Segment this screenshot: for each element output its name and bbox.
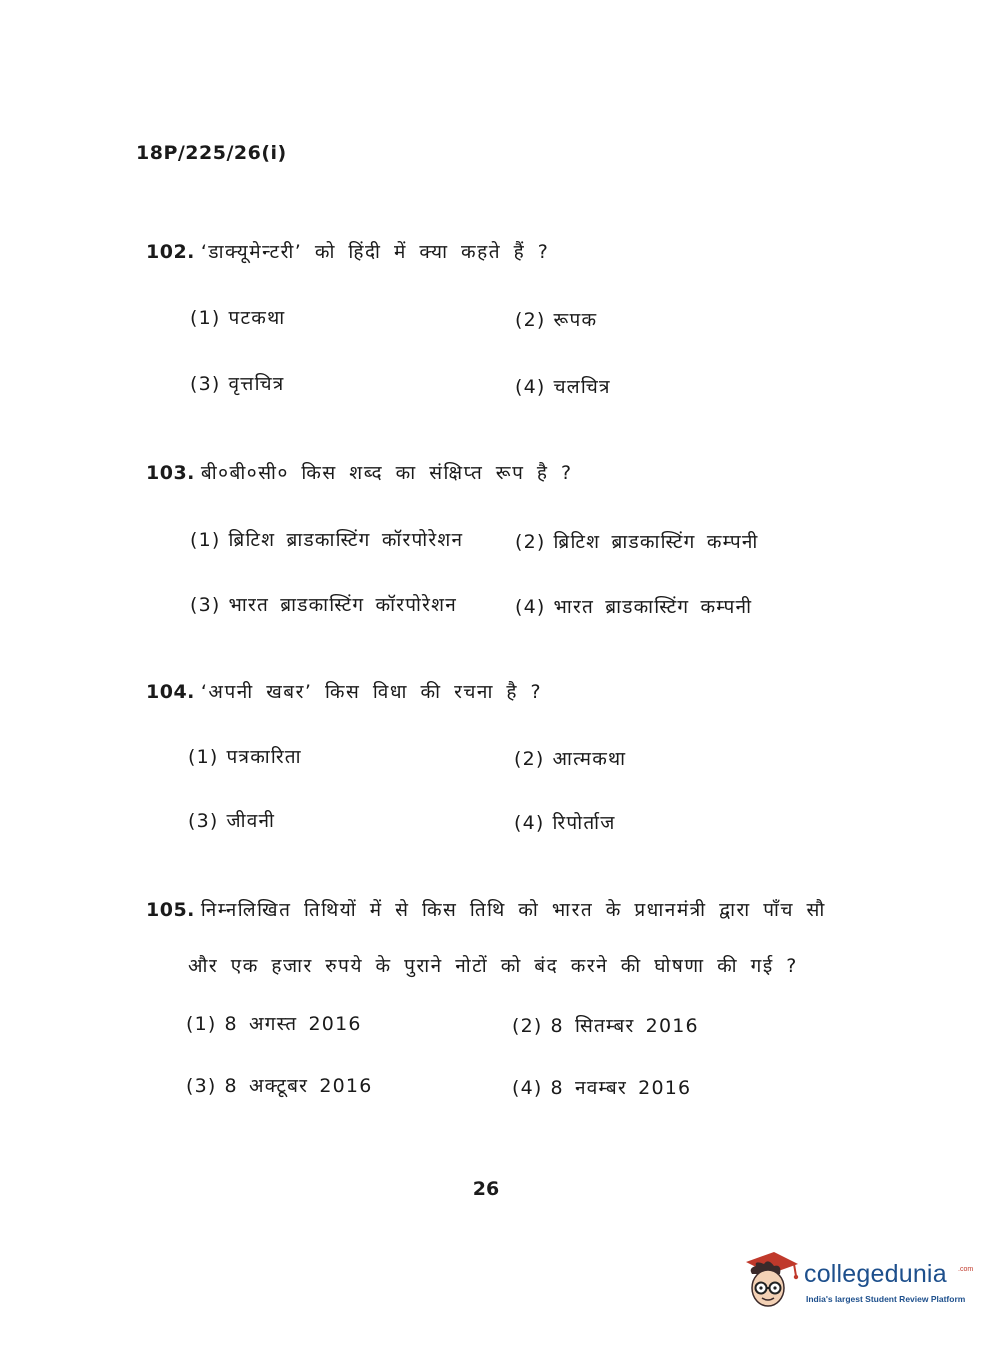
option-item: (2) ब्रिटिश ब्राडकास्टिंग कम्पनी: [515, 531, 759, 553]
paper-code: 18P/225/26(i): [136, 142, 287, 164]
question-text: निम्नलिखित तिथियों में से किस तिथि को भारत के प्रधानमंत्री द्वारा पाँच सौ: [200, 899, 826, 921]
page-number: 26: [472, 1178, 500, 1200]
question-text-continued: और एक हजार रुपये के पुराने नोटों को बंद करने की घोषणा की गई ?: [188, 955, 798, 977]
question-number: 105.: [146, 899, 195, 921]
option-item: (4) 8 नवम्बर 2016: [512, 1077, 692, 1099]
option-item: (1) पटकथा: [190, 307, 286, 329]
option-item: (2) 8 सितम्बर 2016: [512, 1015, 699, 1037]
question-102: [146, 238, 549, 266]
question-number: 102.: [146, 241, 195, 263]
option-item: (3) जीवनी: [188, 810, 276, 832]
option-item: (1) पत्रकारिता: [188, 746, 302, 768]
logo-name: collegedunia: [804, 1260, 947, 1288]
logo-tagline: India's largest Student Review Platform: [806, 1294, 966, 1304]
option-item: (4) भारत ब्राडकास्टिंग कम्पनी: [515, 596, 753, 618]
question-104: [146, 678, 542, 706]
option-item: (2) रूपक: [515, 309, 598, 331]
mascot-icon: [740, 1248, 800, 1314]
collegedunia-logo: [740, 1248, 976, 1314]
option-item: (3) 8 अक्टूबर 2016: [186, 1075, 373, 1097]
question-103: [146, 459, 573, 487]
option-item: (3) वृत्तचित्र: [190, 373, 285, 395]
question-number: 103.: [146, 462, 195, 484]
question-text: ‘डाक्यूमेन्टरी’ को हिंदी में क्या कहते हैं ?: [200, 241, 550, 263]
option-item: (1) ब्रिटिश ब्राडकास्टिंग कॉरपोरेशन: [190, 529, 464, 551]
option-item: (3) भारत ब्राडकास्टिंग कॉरपोरेशन: [190, 594, 457, 616]
logo-domain: .com: [958, 1266, 974, 1273]
question-number: 104.: [146, 681, 195, 703]
option-item: (4) रिपोर्ताज: [514, 812, 616, 834]
option-item: (1) 8 अगस्त 2016: [186, 1013, 362, 1035]
question-text: बी०बी०सी० किस शब्द का संक्षिप्त रूप है ?: [200, 462, 573, 484]
option-item: (4) चलचित्र: [515, 376, 611, 398]
question-text: ‘अपनी खबर’ किस विधा की रचना है ?: [200, 681, 543, 703]
question-105: [146, 896, 826, 924]
option-item: (2) आत्मकथा: [514, 748, 627, 770]
